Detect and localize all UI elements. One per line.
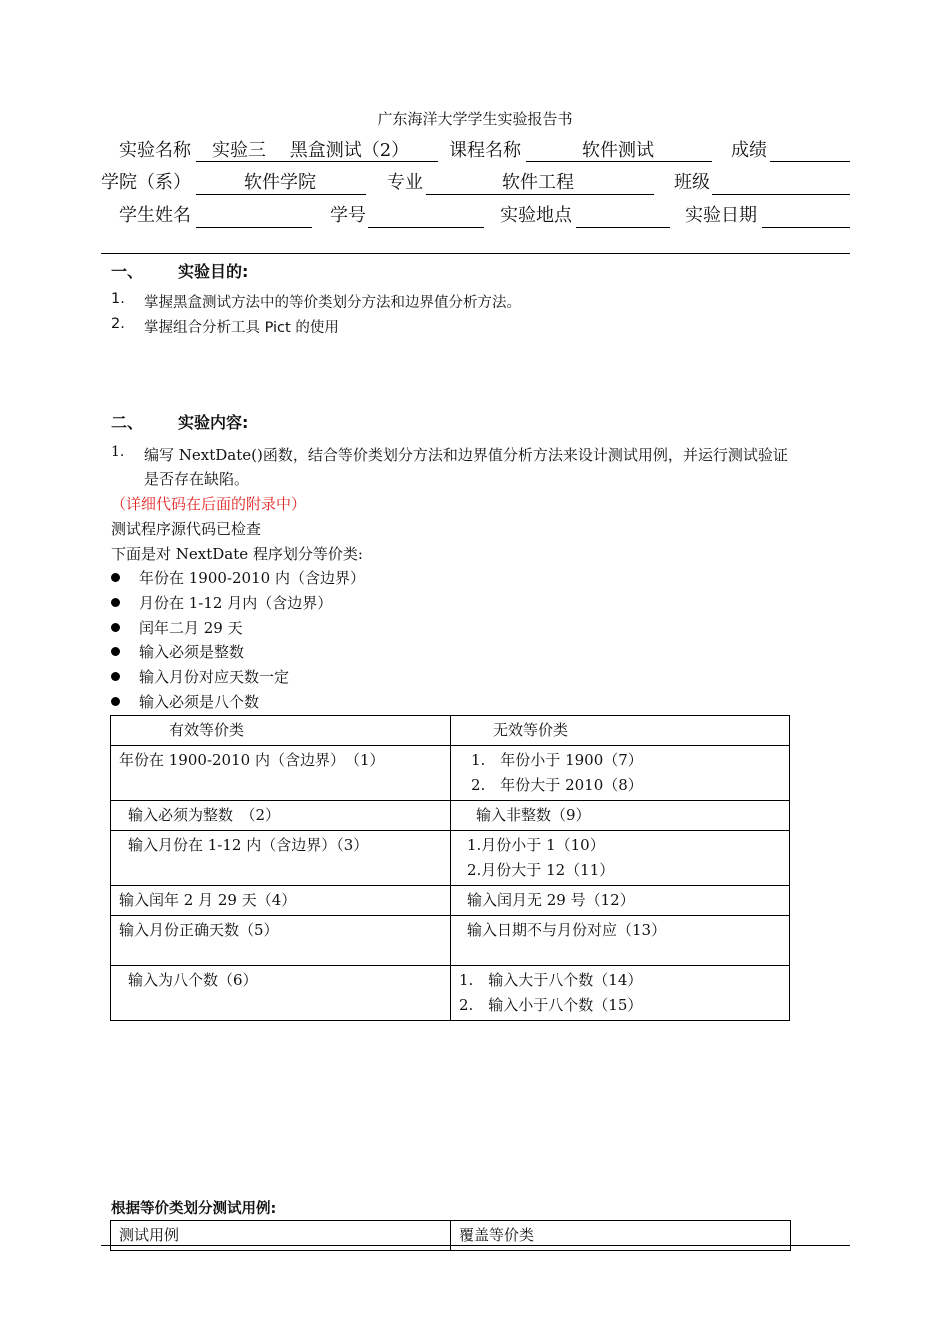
table-row xyxy=(111,831,790,886)
valid-class-cell: 输入闰年 2 月 29 天（4） xyxy=(111,886,451,916)
bullet-icon xyxy=(111,647,120,656)
section1-item1-text: 掌握黑盒测试方法中的等价类划分方法和边界值分析方法。 xyxy=(144,295,521,311)
intro-line: 下面是对 NextDate 程序划分等价类: xyxy=(111,545,363,563)
bullet-icon xyxy=(111,697,120,706)
table-row xyxy=(111,966,790,1021)
test-case-table xyxy=(110,1220,791,1251)
course-name-underline xyxy=(526,161,712,162)
grade-underline xyxy=(770,161,850,162)
test-case-header: 测试用例 xyxy=(111,1221,451,1251)
bullet-item: 输入必须是整数 xyxy=(139,643,245,661)
section1-item2-text: 掌握组合分析工具 Pict 的使用 xyxy=(144,320,339,336)
header-divider xyxy=(101,253,850,254)
table-header-valid: 有效等价类 xyxy=(111,716,451,746)
bullet-icon xyxy=(111,598,120,607)
section2-item1-line2: 是否存在缺陷。 xyxy=(144,470,250,488)
student-name-label: 学生姓名 xyxy=(119,205,191,226)
section1-item2-number: 2. xyxy=(111,316,125,332)
table-row xyxy=(111,886,790,916)
location-label: 实验地点 xyxy=(500,205,572,226)
section2-item1-line1: 编写 NextDate()函数，结合等价类划分方法和边界值分析方法来设计测试用例，并运行测试验证 xyxy=(144,446,788,464)
test-case-heading: 根据等价类划分测试用例: xyxy=(111,1201,277,1217)
page-bottom-rule xyxy=(101,1245,850,1246)
valid-class-cell: 输入为八个数（6） xyxy=(111,966,451,1021)
date-underline xyxy=(762,227,850,228)
college-underline xyxy=(196,194,366,195)
table-row xyxy=(111,916,790,966)
checked-line: 测试程序源代码已检查 xyxy=(111,520,262,538)
bullet-item: 输入月份对应天数一定 xyxy=(139,668,290,686)
experiment-name-underline xyxy=(196,161,438,162)
invalid-class-item: 输入闰月无 29 号（12） xyxy=(467,891,635,909)
class-label: 班级 xyxy=(674,172,710,193)
student-id-underline xyxy=(368,227,484,228)
bullet-item: 年份在 1900-2010 内（含边界） xyxy=(139,569,365,587)
appendix-note: （详细代码在后面的附录中） xyxy=(111,495,307,513)
valid-class-cell: 输入必须为整数 （2） xyxy=(111,801,451,831)
invalid-class-item: 2. 输入小于八个数（15） xyxy=(459,996,643,1014)
bullet-icon xyxy=(111,573,120,582)
invalid-class-cell xyxy=(451,801,790,831)
table-header-row xyxy=(111,1221,791,1251)
course-name-value: 软件测试 xyxy=(582,140,654,161)
section1-title: 实验目的: xyxy=(178,262,249,281)
major-label: 专业 xyxy=(387,172,423,193)
invalid-class-item: 输入日期不与月份对应（13） xyxy=(467,921,667,939)
experiment-name-label: 实验名称 xyxy=(119,140,191,161)
grade-label: 成绩 xyxy=(731,140,767,161)
college-value: 软件学院 xyxy=(244,172,316,193)
experiment-name-value: 实验三 黑盒测试（2） xyxy=(212,140,410,161)
invalid-class-cell xyxy=(451,886,790,916)
invalid-class-cell xyxy=(451,746,790,801)
bullet-item: 输入必须是八个数 xyxy=(139,693,260,711)
student-id-label: 学号 xyxy=(330,205,366,226)
major-value: 软件工程 xyxy=(502,172,574,193)
equivalence-class-table xyxy=(110,715,790,1021)
table-header-invalid: 无效等价类 xyxy=(451,716,790,746)
bullet-item: 月份在 1-12 月内（含边界） xyxy=(139,594,333,612)
table-row xyxy=(111,746,790,801)
section1-number: 一、 xyxy=(111,262,144,281)
major-underline xyxy=(426,194,654,195)
invalid-class-cell xyxy=(451,831,790,886)
invalid-class-item: 2. 年份大于 2010（8） xyxy=(471,776,643,794)
invalid-class-item: 2.月份大于 12（11） xyxy=(467,861,615,879)
bullet-icon xyxy=(111,672,120,681)
covered-class-header: 覆盖等价类 xyxy=(451,1221,791,1251)
date-label: 实验日期 xyxy=(685,205,757,226)
section2-number: 二、 xyxy=(111,413,144,432)
table-header-row xyxy=(111,716,790,746)
invalid-class-item: 1. 输入大于八个数（14） xyxy=(459,971,643,989)
report-title: 广东海洋大学学生实验报告书 xyxy=(377,110,573,128)
bullet-item: 闰年二月 29 天 xyxy=(139,619,243,637)
valid-class-cell: 输入月份在 1-12 内（含边界）（3） xyxy=(111,831,451,886)
location-underline xyxy=(576,227,670,228)
valid-class-cell: 年份在 1900-2010 内（含边界） （1） xyxy=(111,746,451,801)
college-label: 学院（系） xyxy=(101,172,191,193)
invalid-class-cell xyxy=(451,916,790,966)
invalid-class-cell xyxy=(451,966,790,1021)
section2-item1-number: 1. xyxy=(111,444,125,460)
student-name-underline xyxy=(196,227,312,228)
invalid-class-item: 输入非整数（9） xyxy=(476,806,591,824)
bullet-icon xyxy=(111,623,120,632)
invalid-class-item: 1. 年份小于 1900（7） xyxy=(471,751,643,769)
course-name-label: 课程名称 xyxy=(449,140,521,161)
invalid-class-item: 1.月份小于 1（10） xyxy=(467,836,605,854)
section2-title: 实验内容: xyxy=(178,413,249,432)
class-underline xyxy=(712,194,850,195)
section1-item1-number: 1. xyxy=(111,291,125,307)
table-row xyxy=(111,801,790,831)
valid-class-cell: 输入月份正确天数（5） xyxy=(111,916,451,966)
